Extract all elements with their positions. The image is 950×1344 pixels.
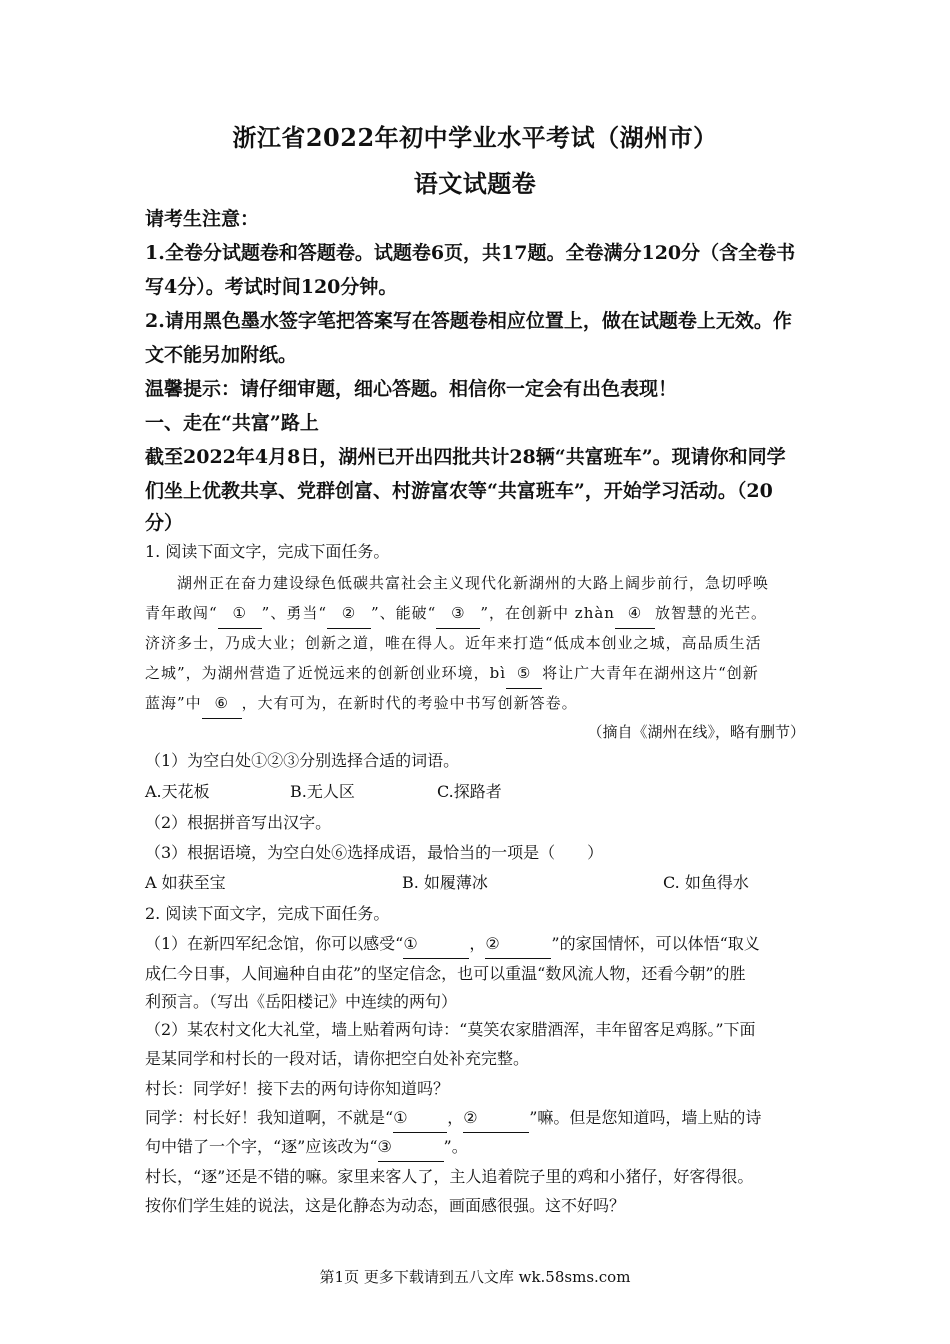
section1-intro-line2: 们坐上优教共享、党群创富、村游富农等“共富班车”，开始学习活动。（20 — [145, 480, 773, 502]
q2-sub1-line2: 成仁今日事，人间遍种自由花”的坚定信念，也可以重温“数风流人物，还看今朝”的胜 — [145, 964, 746, 983]
q1-passage-line1: 湖州正在奋力建设绿色低碳共富社会主义现代化新湖州的大路上阔步前行，急切呼唤 — [177, 574, 770, 592]
exam-subtitle: 语文试题卷 — [413, 169, 537, 198]
q1-sub3: （3）根据语境，为空白处⑥选择成语，最恰当的一项是（ ） — [145, 843, 604, 862]
q1-sub3-option-b: B. 如履薄冰 — [402, 873, 488, 892]
notice-item2-line1: 2.请用黑色墨水签字笔把答案写在答题卷相应位置上，做在试题卷上无效。作 — [145, 310, 792, 332]
q1-stem: 1. 阅读下面文字，完成下面任务。 — [145, 542, 390, 561]
q1-source: （摘自《湖州在线》，略有删节） — [587, 723, 805, 741]
q2-sub1-line1: （1）在新四军纪念馆，你可以感受“① ，② ”的家国情怀，可以体悟“取义 — [145, 930, 815, 959]
dialogue-blank-3: ③ — [378, 1133, 444, 1162]
q1-sub1-option-b: B.无人区 — [290, 782, 355, 801]
q1-sub1-option-c: C.探路者 — [437, 782, 502, 801]
section1-heading: 一、走在“共富”路上 — [145, 412, 319, 434]
q1-sub3-option-a: A 如获至宝 — [145, 873, 226, 892]
q2-sub1-line3: 利预言。（写出《岳阳楼记》中连续的两句） — [145, 992, 458, 1011]
dialogue-blank-2: ② — [463, 1104, 529, 1133]
q1-sub2: （2）根据拼音写出汉字。 — [145, 813, 332, 832]
q2-blank-2: ② — [485, 930, 551, 959]
blank-4: ④ — [615, 598, 655, 629]
dialogue-line2: 同学：村长好！我知道啊，不就是“① ，② ”嘛。但是您知道吗，墙上贴的诗 — [145, 1104, 815, 1133]
q2-stem: 2. 阅读下面文字，完成下面任务。 — [145, 904, 390, 923]
q2-sub2-line2: 是某同学和村长的一段对话，请你把空白处补充完整。 — [145, 1049, 530, 1068]
q1-passage-line5: 蓝海”中 ⑥ ，大有可为，在新时代的考验中书写创新答卷。 — [145, 688, 815, 719]
dialogue-line4: 村长，“逐”还是不错的嘛。家里来客人了，主人追着院子里的鸡和小猪仔，好客得很。 — [145, 1167, 754, 1186]
notice-heading: 请考生注意： — [145, 208, 260, 230]
blank-5: ⑤ — [506, 658, 542, 689]
blank-1: ① — [218, 598, 262, 629]
dialogue-line5: 按你们学生娃的说法，这是化静态为动态，画面感很强。这不好吗？ — [145, 1196, 626, 1215]
q1-sub3-option-c: C. 如鱼得水 — [663, 873, 749, 892]
section1-intro-line3: 分） — [145, 512, 184, 534]
dialogue-line3: 句中错了一个字，“逐”应该改为“③ ”。 — [145, 1133, 815, 1162]
q1-passage-line3: 济济多士，乃成大业；创新之道，唯在得人。近年来打造“低成本创业之城，高品质生活 — [145, 634, 762, 652]
q2-blank-1: ① — [403, 930, 469, 959]
section1-intro-line1: 截至2022年4月8日，湖州已开出四批共计28辆“共富班车”。现请你和同学 — [145, 446, 786, 468]
dialogue-blank-1: ① — [393, 1104, 447, 1133]
notice-item2-line2: 文不能另加附纸。 — [145, 344, 298, 366]
dialogue-line1: 村长：同学好！接下去的两句诗你知道吗？ — [145, 1079, 450, 1098]
page-footer: 第1页 更多下载请到五八文库 wk.58sms.com — [319, 1268, 631, 1286]
blank-3: ③ — [436, 598, 480, 629]
notice-tip: 温馨提示：请仔细审题，细心答题。相信你一定会有出色表现！ — [145, 378, 678, 400]
q1-sub1-option-a: A.天花板 — [145, 782, 210, 801]
exam-title: 浙江省2022年初中学业水平考试（湖州市） — [232, 123, 718, 152]
notice-item1-line2: 写4分）。考试时间120分钟。 — [145, 276, 398, 298]
q1-passage-line2: 青年敢闯“ ① ”、勇当“ ② ”、能破“ ③ ”，在创新中 zhàn ④ 放智慧的光芒。 — [145, 598, 815, 629]
notice-item1-line1: 1.全卷分试题卷和答题卷。试题卷6页，共17题。全卷满分120分（含全卷书 — [145, 242, 796, 264]
blank-2: ② — [327, 598, 371, 629]
q1-sub1: （1）为空白处①②③分别选择合适的词语。 — [145, 751, 460, 770]
blank-6: ⑥ — [202, 688, 242, 719]
q1-passage-line4: 之城”，为湖州营造了近悦远来的创新创业环境，bì ⑤ 将让广大青年在湖州这片“创新 — [145, 658, 815, 689]
q2-sub2-line1: （2）某农村文化大礼堂，墙上贴着两句诗：“莫笑农家腊酒浑，丰年留客足鸡豚。”下面 — [145, 1020, 756, 1039]
